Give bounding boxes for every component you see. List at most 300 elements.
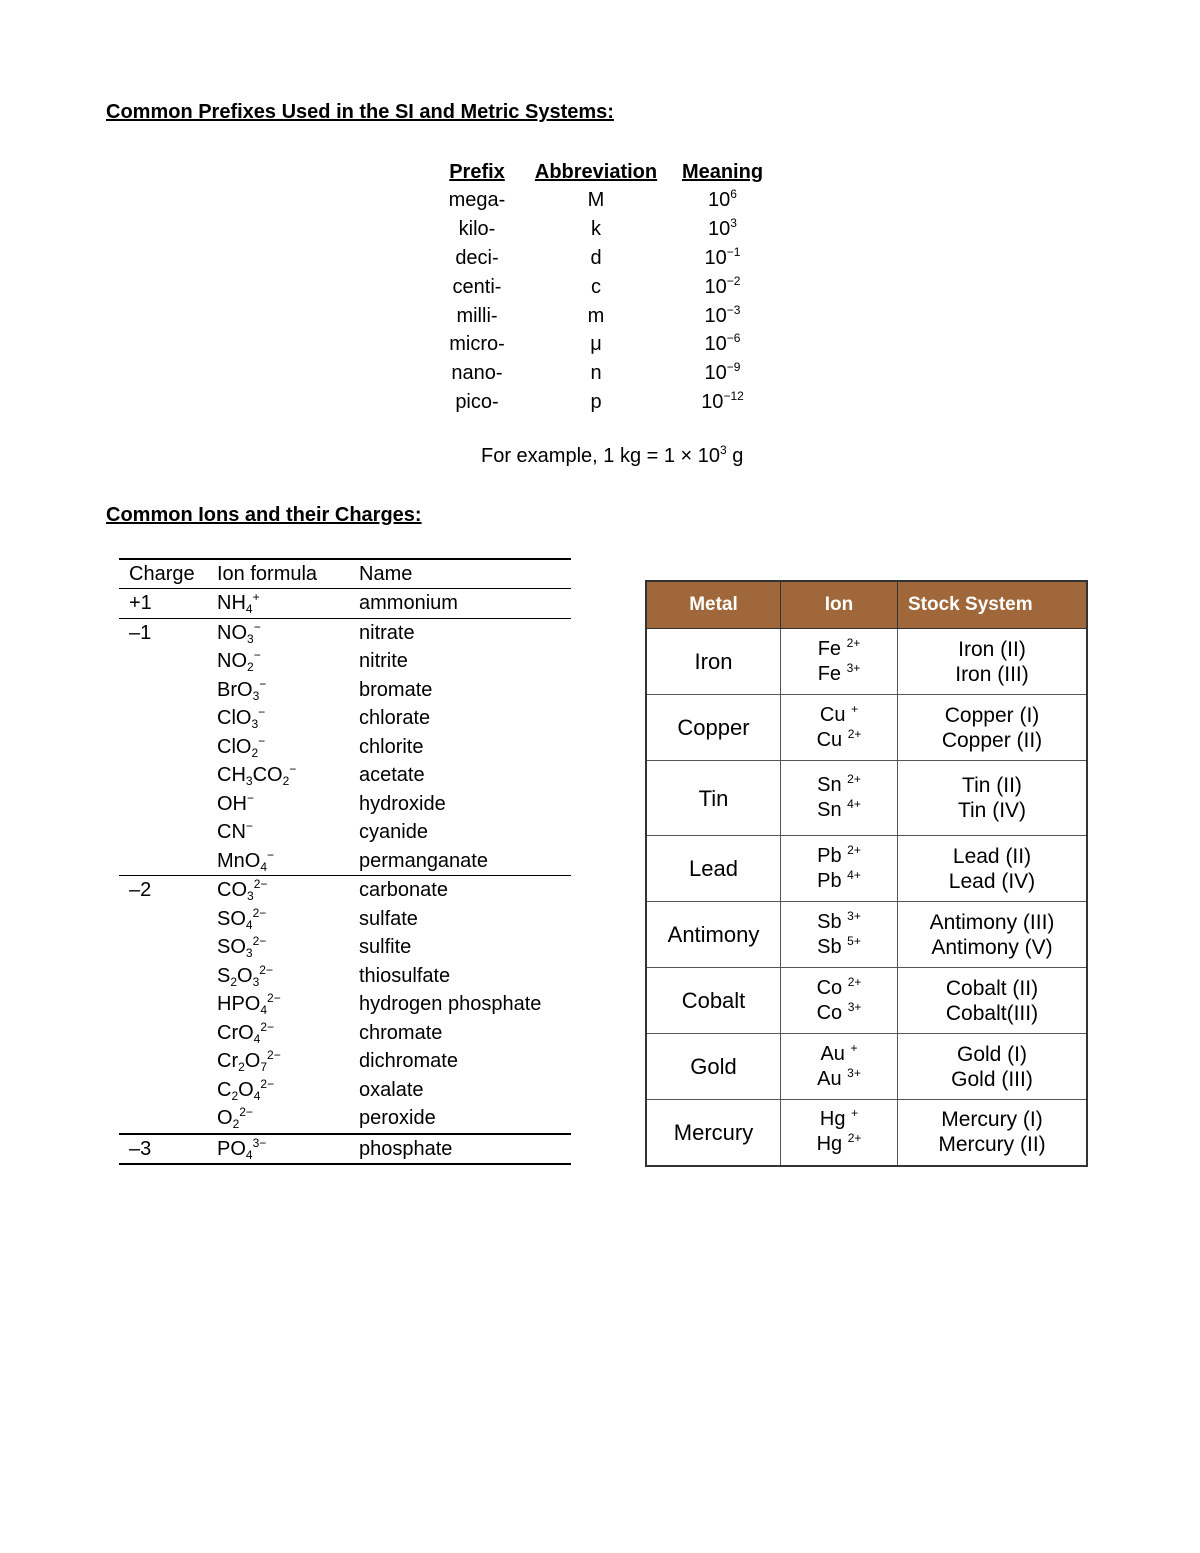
formula-part: HPO [217, 993, 261, 1016]
formula-part: 3 [247, 631, 254, 646]
charge-cell [119, 905, 207, 934]
stock-name-cell [898, 761, 1088, 836]
metal-ion-cell [781, 1100, 898, 1166]
ion-symbol: Cu [819, 703, 846, 726]
prefix-cell: deci- [455, 246, 499, 269]
formula-part: MnO [217, 849, 261, 872]
ion-symbol: Pb [817, 844, 842, 867]
formula-part: 2 [232, 1117, 240, 1132]
metal-name-cell: Antimony [646, 902, 781, 968]
ion-symbol: Sb [817, 910, 842, 933]
metal-ion-line [781, 1001, 897, 1026]
ion-symbol: Au [820, 1042, 845, 1065]
example-exponent: 3 [720, 443, 727, 457]
ion-row [119, 1104, 571, 1134]
ion-formula-cell [207, 618, 349, 647]
formula-part: − [258, 705, 266, 720]
ion-table-header-row [119, 559, 571, 589]
ion-charge: 3+ [847, 1065, 861, 1080]
ion-row [119, 761, 571, 790]
formula-part: 2− [252, 934, 267, 949]
meaning-base: 10 [704, 275, 727, 298]
formula-part: 3 [251, 717, 259, 732]
ion-name-cell: oxalate [359, 1078, 424, 1101]
stock-name-line: Mercury (II) [938, 1133, 1046, 1157]
metal-ion-cell [781, 761, 898, 836]
formula-part: 3 [252, 688, 260, 703]
meaning-exponent: 6 [730, 187, 737, 202]
ion-name-cell: dichromate [359, 1050, 458, 1073]
metal-ion-line [781, 910, 897, 935]
meaning-cell [670, 301, 775, 330]
charge-cell [119, 818, 207, 847]
ion-symbol: Co [816, 1001, 843, 1024]
stock-name-line: Cobalt (II) [945, 976, 1039, 1000]
formula-part: 3− [252, 1135, 267, 1150]
formula-part: − [253, 648, 261, 663]
ion-charge: 4+ [847, 867, 861, 882]
abbreviation-cell: n [590, 362, 602, 385]
formula-part: CrO [217, 1021, 254, 1044]
stock-name-line: Iron (III) [955, 662, 1029, 686]
formula-part: 4 [253, 1088, 261, 1103]
formula-part: CO [252, 764, 283, 787]
ion-symbol: Sn [817, 799, 842, 821]
metal-ion-cell [781, 968, 898, 1034]
formula-part: NO [217, 650, 247, 673]
formula-part: 2− [239, 1105, 253, 1120]
ion-symbol: Cu [816, 728, 843, 751]
ion-formula-cell [207, 676, 349, 705]
ion-name-cell: nitrite [359, 650, 408, 673]
stock-name-cell [898, 695, 1088, 761]
formula-part: − [245, 819, 253, 834]
ion-formula-cell [207, 876, 349, 905]
ion-formula-cell [207, 790, 349, 819]
metal-ion-cell [781, 836, 898, 902]
ion-row [119, 876, 571, 905]
ion-name-cell: nitrate [349, 618, 571, 647]
formula-part: − [289, 762, 297, 777]
formula-part: PO [217, 1137, 246, 1160]
ion-formula-cell [207, 589, 349, 619]
charge-cell [119, 647, 207, 676]
charge-cell [119, 990, 207, 1019]
formula-part: 4 [245, 602, 253, 617]
prefix-column-header: Prefix [449, 161, 505, 183]
prefix-cell: micro- [449, 333, 505, 356]
meaning-column-header: Meaning [681, 161, 764, 183]
formula-part: − [259, 676, 267, 691]
formula-part: 2 [247, 660, 254, 675]
meaning-exponent: −1 [726, 244, 741, 259]
ion-name-cell: chlorate [359, 707, 431, 730]
stock-name-cell [898, 968, 1088, 1034]
prefix-cell: kilo- [458, 218, 496, 241]
ion-formula-cell [207, 1134, 349, 1165]
stock-name-line: Copper (II) [941, 728, 1043, 752]
metal-name-cell: Iron [646, 629, 781, 695]
ion-name-cell: sulfate [359, 907, 418, 930]
meaning-cell [670, 244, 775, 273]
metal-ion-line [781, 976, 897, 1001]
ion-symbol: Sn [817, 774, 842, 796]
formula-part: 2 [282, 774, 290, 789]
stock-name-line: Iron (II) [958, 637, 1026, 661]
ion-formula-cell [207, 990, 349, 1019]
formula-part: − [267, 847, 275, 862]
prefix-cell: nano- [451, 362, 503, 385]
formula-part: OH [217, 792, 247, 815]
stock-name-cell [898, 1100, 1088, 1166]
stock-system-column-header: Stock System [898, 581, 1088, 629]
ion-charge: 3+ [847, 908, 861, 923]
formula-part: 2 [251, 745, 259, 760]
formula-part: 3 [245, 946, 253, 961]
stock-name-line: Antimony (III) [929, 910, 1055, 934]
ion-charge: + [850, 1040, 858, 1055]
ion-formula-cell [207, 1019, 349, 1048]
ion-name-cell: peroxide [359, 1107, 436, 1130]
formula-part: 2− [260, 1019, 275, 1034]
meaning-cell [670, 330, 775, 359]
ion-row [119, 962, 571, 991]
ion-name-cell: cyanide [359, 821, 428, 844]
abbreviation-cell: k [591, 218, 601, 241]
charge-cell [119, 676, 207, 705]
ion-charge: 2+ [847, 726, 862, 741]
prefix-cell: mega- [448, 189, 506, 212]
formula-part: 2 [230, 974, 238, 989]
ion-formula-cell [207, 704, 349, 733]
ions-heading: Common Ions and their Charges: [106, 504, 422, 526]
metal-name-cell: Tin [646, 761, 781, 836]
formula-part: 2− [260, 1076, 275, 1091]
ion-row [119, 818, 571, 847]
formula-part: N [217, 592, 232, 615]
meaning-base: 10 [704, 246, 727, 269]
metal-ion-line [781, 728, 897, 753]
charge-cell: –3 [119, 1134, 207, 1165]
formula-part: 2− [252, 905, 267, 920]
charge-cell [119, 847, 207, 876]
ion-charge: 3+ [847, 999, 862, 1014]
ion-column-header: Ion [781, 581, 898, 629]
ion-symbol: Sb [817, 935, 842, 958]
metal-ion-line [781, 1067, 897, 1092]
formula-part: 3 [245, 774, 253, 789]
formula-part: 4 [245, 917, 253, 932]
ion-charge: 2+ [847, 1131, 862, 1146]
formula-part: O [238, 1078, 254, 1101]
meaning-cell [670, 388, 775, 417]
metal-ion-cell [781, 1034, 898, 1100]
ion-charge: 2+ [847, 772, 861, 786]
ion-name-cell: permanganate [359, 849, 488, 872]
prefix-row [432, 330, 775, 359]
prefix-row [432, 244, 775, 273]
ion-row [119, 676, 571, 705]
metal-ion-line [781, 1132, 897, 1157]
metal-row [646, 836, 1087, 902]
charge-cell [119, 790, 207, 819]
meaning-exponent: −9 [726, 360, 741, 375]
metal-ion-line [781, 703, 897, 728]
stock-name-line: Tin (IV) [957, 799, 1027, 822]
metal-table-header-row [646, 581, 1087, 629]
formula-part: − [258, 733, 266, 748]
stock-name-line: Gold (III) [951, 1067, 1033, 1091]
ion-row [119, 790, 571, 819]
metal-name-cell: Lead [646, 836, 781, 902]
formula-part: − [247, 790, 255, 805]
formula-part: 2 [231, 1088, 239, 1103]
meaning-exponent: 3 [730, 216, 737, 231]
formula-part: S [217, 964, 231, 987]
example-unit: g [726, 445, 744, 467]
meaning-cell [670, 215, 775, 244]
charge-cell: –2 [119, 876, 207, 905]
charge-cell [119, 1047, 207, 1076]
formula-part: ClO [217, 735, 252, 758]
charge-column-header: Charge [119, 559, 207, 589]
ion-row [119, 704, 571, 733]
metal-row [646, 761, 1087, 836]
ion-symbol: Co [816, 976, 843, 999]
metal-ion-cell [781, 902, 898, 968]
prefix-row [432, 301, 775, 330]
ion-charge: + [851, 1106, 859, 1121]
ion-row [119, 1134, 571, 1165]
ion-symbol: Au [817, 1067, 842, 1090]
charge-cell [119, 1104, 207, 1134]
metal-name-cell: Mercury [646, 1100, 781, 1166]
meaning-cell [670, 186, 775, 215]
formula-part: 4 [260, 859, 268, 874]
meaning-exponent: −3 [726, 302, 741, 317]
ion-name-cell: phosphate [349, 1134, 571, 1165]
formula-part: 7 [260, 1060, 268, 1075]
formula-part: CN [217, 821, 246, 844]
formula-part: + [252, 590, 260, 605]
ion-formula-cell [207, 1076, 349, 1105]
formula-part: H [231, 592, 246, 615]
formula-part: SO [217, 907, 246, 930]
ion-formula-cell [207, 647, 349, 676]
meaning-base: 10 [701, 390, 724, 413]
abbreviation-cell: m [587, 304, 605, 327]
ion-row [119, 618, 571, 647]
formula-part: 4 [260, 1003, 268, 1018]
ion-row [119, 647, 571, 676]
abbreviation-cell: d [590, 246, 602, 269]
meaning-base: 10 [704, 333, 727, 356]
ion-symbol: Fe [817, 637, 842, 660]
metal-ion-line [781, 1042, 897, 1067]
prefix-table-header-row [432, 158, 775, 186]
abbreviation-cell: p [590, 390, 602, 413]
ion-name-cell: hydrogen phosphate [359, 993, 542, 1016]
meaning-exponent: −6 [726, 331, 741, 346]
ion-name-cell: sulfite [359, 936, 412, 959]
formula-part: C [217, 1078, 232, 1101]
ion-formula-column-header: Ion formula [207, 559, 349, 589]
abbreviation-cell: c [591, 275, 601, 298]
stock-name-line: Antimony (V) [931, 935, 1053, 959]
ion-row [119, 905, 571, 934]
ion-row [119, 990, 571, 1019]
stock-name-line: Lead (IV) [948, 869, 1036, 893]
abbreviation-cell: M [587, 189, 605, 212]
name-column-header: Name [349, 559, 571, 589]
formula-part: 3 [247, 889, 254, 904]
ion-row [119, 1076, 571, 1105]
prefix-cell: centi- [452, 275, 502, 298]
ion-formula-cell [207, 933, 349, 962]
prefix-table [432, 158, 775, 416]
ion-formula-cell [207, 733, 349, 762]
metal-ion-line [781, 798, 897, 823]
charge-cell [119, 933, 207, 962]
prefix-row [432, 272, 775, 301]
formula-part: 2 [238, 1060, 245, 1075]
ion-charge: 5+ [847, 933, 861, 948]
metal-ion-line [781, 637, 897, 662]
prefix-example [481, 445, 743, 468]
ion-charge: 2+ [846, 635, 861, 650]
meaning-exponent: −12 [723, 388, 744, 403]
prefixes-heading: Common Prefixes Used in the SI and Metric Systems: [106, 101, 614, 123]
ion-symbol: Hg [819, 1108, 846, 1131]
metal-name-cell: Copper [646, 695, 781, 761]
ion-row [119, 733, 571, 762]
abbreviation-column-header: Abbreviation [534, 161, 658, 183]
stock-name-line: Copper (I) [944, 703, 1040, 727]
metal-ion-line [781, 773, 897, 798]
meaning-base: 10 [708, 218, 731, 241]
ion-symbol: Pb [817, 869, 842, 892]
example-text: For example, 1 kg = 1 × 10 [481, 445, 721, 467]
ion-formula-cell [207, 1047, 349, 1076]
formula-part: O [244, 1050, 261, 1073]
prefix-cell: milli- [456, 304, 498, 327]
stock-name-line: Cobalt(III) [945, 1001, 1039, 1025]
formula-part: 4 [245, 1147, 253, 1162]
formula-part: 2− [259, 962, 273, 977]
ion-name-cell: acetate [359, 764, 425, 787]
formula-part: SO [217, 936, 246, 959]
ion-formula-cell [207, 818, 349, 847]
ion-charge: 2+ [847, 974, 862, 989]
formula-part: 4 [253, 1031, 261, 1046]
ion-name-cell: carbonate [349, 876, 571, 905]
meaning-cell [670, 359, 775, 388]
meaning-exponent: −2 [726, 273, 741, 288]
ion-formula-cell [207, 761, 349, 790]
stock-name-line: Gold (I) [956, 1042, 1027, 1066]
metal-ion-cell [781, 629, 898, 695]
abbreviation-cell: μ [590, 333, 602, 356]
metal-ion-line [781, 844, 897, 869]
ion-name-cell: bromate [359, 678, 433, 701]
metal-row [646, 968, 1087, 1034]
formula-part: Cr [217, 1050, 239, 1073]
charge-cell [119, 704, 207, 733]
formula-part: O [217, 1107, 233, 1130]
ion-charge: 4+ [847, 797, 861, 811]
prefix-cell: pico- [455, 390, 499, 413]
charge-cell: +1 [129, 592, 152, 615]
charge-cell [119, 962, 207, 991]
ion-row [119, 847, 571, 876]
metal-column-header: Metal [646, 581, 781, 629]
metal-ion-cell [781, 695, 898, 761]
ion-symbol: Fe [817, 662, 842, 685]
charge-cell [119, 1076, 207, 1105]
stock-name-cell [898, 836, 1088, 902]
ion-name-cell: thiosulfate [359, 964, 451, 987]
ion-row [119, 1019, 571, 1048]
ion-row [119, 933, 571, 962]
ion-row [119, 1047, 571, 1076]
formula-part: ClO [217, 707, 252, 730]
formula-part: 2− [253, 877, 268, 892]
prefix-row [432, 388, 775, 417]
meaning-base: 10 [708, 189, 731, 212]
metal-stock-table [645, 580, 1088, 1167]
ion-name-cell: chlorite [359, 735, 424, 758]
metal-row [646, 902, 1087, 968]
formula-part: 3 [252, 974, 260, 989]
formula-part: CO [217, 879, 247, 902]
formula-part: O [237, 964, 253, 987]
formula-part: 2− [267, 991, 281, 1006]
stock-name-cell [898, 902, 1088, 968]
ion-charge: 2+ [847, 842, 861, 857]
ion-symbol: Hg [816, 1133, 843, 1156]
ion-formula-cell [207, 962, 349, 991]
metal-ion-line [781, 662, 897, 687]
ion-name-cell: chromate [359, 1021, 443, 1044]
formula-part: − [253, 619, 261, 634]
prefix-row [432, 215, 775, 244]
ion-name-cell: ammonium [359, 592, 458, 615]
formula-part: CH [217, 764, 246, 787]
ion-row [119, 589, 571, 619]
formula-part: BrO [217, 678, 253, 701]
charge-cell [119, 733, 207, 762]
formula-part: NO [217, 621, 247, 644]
ion-charge: 3+ [846, 660, 861, 675]
prefix-row [432, 186, 775, 215]
metal-name-cell: Gold [646, 1034, 781, 1100]
metal-ion-line [781, 869, 897, 894]
stock-name-cell [898, 1034, 1088, 1100]
metal-row [646, 1034, 1087, 1100]
stock-name-cell [898, 629, 1088, 695]
charge-cell: –1 [119, 618, 207, 647]
metal-row [646, 695, 1087, 761]
stock-name-line: Lead (II) [952, 844, 1032, 868]
charge-cell [119, 761, 207, 790]
metal-row [646, 629, 1087, 695]
metal-ion-line [781, 935, 897, 960]
meaning-base: 10 [704, 362, 727, 385]
ion-formula-cell [207, 1104, 349, 1134]
metal-row [646, 1100, 1087, 1166]
ion-charge-table [119, 558, 571, 1165]
metal-ion-line [781, 1107, 897, 1132]
